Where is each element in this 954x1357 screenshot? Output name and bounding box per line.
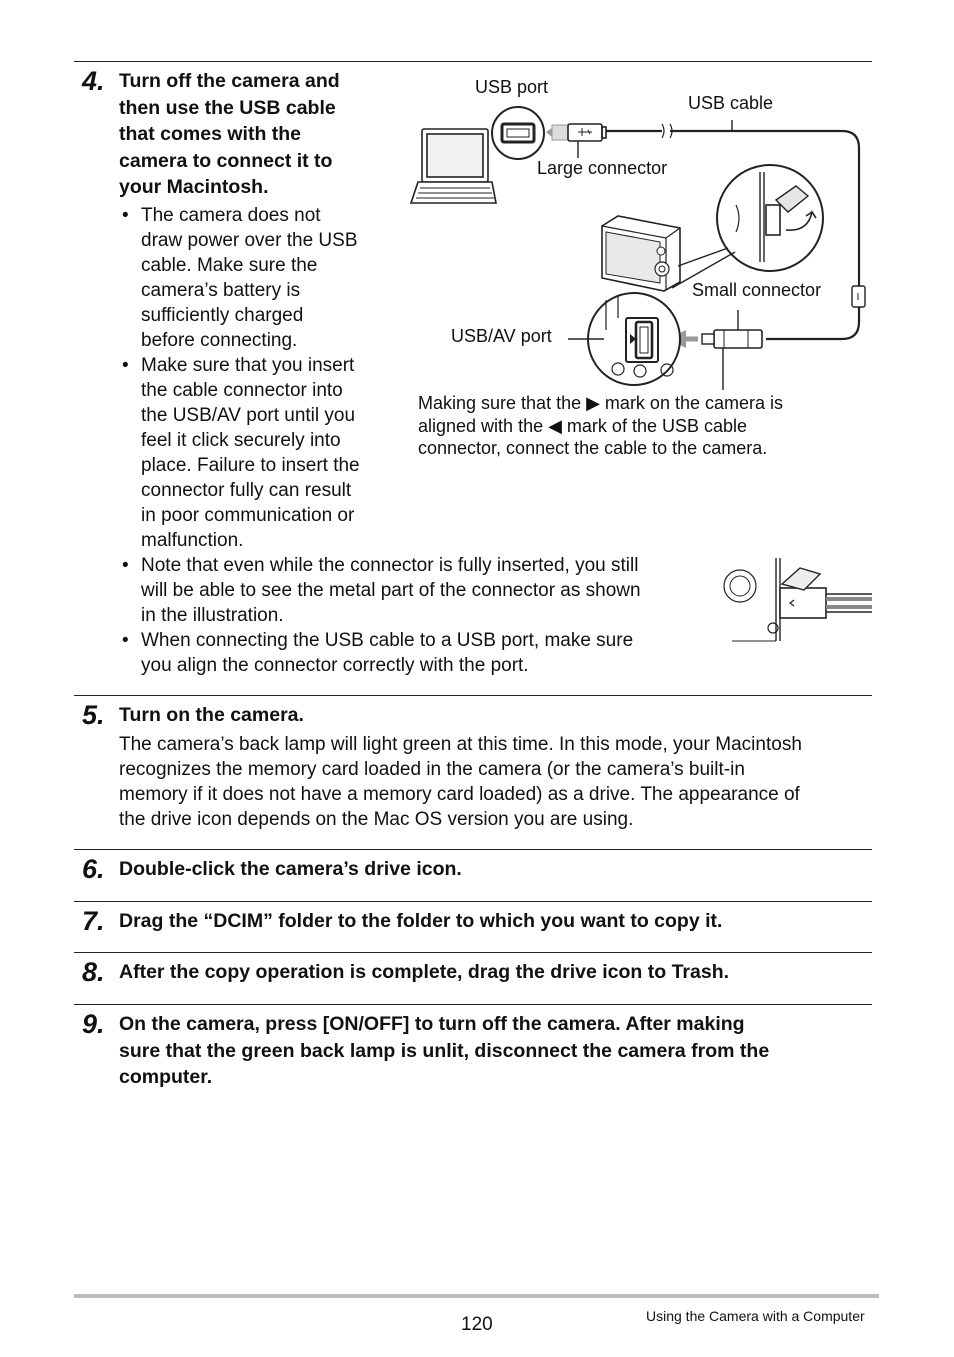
step-4-bullet-power: The camera does not draw power over the USB cable. Make sure the camera’s battery is sufficiently charged before connecting. [141, 205, 358, 351]
step-8-heading: After the copy operation is complete, drag the drive icon to Trash. [119, 961, 730, 983]
footer-rule [74, 1294, 879, 1298]
usb-port-label: USB port [475, 77, 549, 97]
small-connector-icon [714, 330, 762, 348]
step-9-heading: On the camera, press [ON/OFF] to turn off the camera. After making sure that the green back lamp is unlit, disconnect the camera from the computer. [119, 1013, 770, 1088]
usb-port-zoom [492, 107, 544, 159]
step-5-rule [74, 695, 872, 696]
large-connector-label: Large connector [537, 158, 668, 178]
step-6-heading: Double-click the camera’s drive icon. [119, 858, 462, 880]
connector-inserted-illustration [726, 556, 876, 646]
step-9-number: 9. [82, 1009, 105, 1039]
usb-av-port-label: USB/AV port [451, 326, 552, 346]
step-6-number: 6. [82, 854, 105, 884]
step-7-rule [74, 901, 872, 902]
small-connector-label: Small connector [692, 280, 822, 300]
step-4-bullet-align: When connecting the USB cable to a USB port, make sure you align the connector correctly with the port. [141, 630, 634, 676]
step-5-heading: Turn on the camera. [119, 704, 304, 726]
bullet-mark: • [122, 355, 129, 376]
camera-illustration [602, 216, 680, 291]
step-6-rule [74, 849, 872, 850]
step-8-rule [74, 952, 872, 953]
step-5-body: The camera’s back lamp will light green at this time. In this mode, your Macintosh recognizes the memory card loaded in the camera (or the camera’s built-in memory if it does not have a memory card loaded) as a drive. The appearance of the drive icon depends on the Mac OS version you are using. [119, 734, 802, 830]
step-7-heading: Drag the “DCIM” folder to the folder to which you want to copy it. [119, 910, 723, 932]
large-connector-icon [552, 125, 568, 140]
usb-cable-label: USB cable [688, 93, 774, 113]
page-number: 120 [461, 1314, 493, 1335]
step-4-heading: Turn off the camera and then use the USB cable that comes with the camera to connect it to your Macintosh. [119, 70, 340, 198]
step-4-bullet-metal: Note that even while the connector is fully inserted, you still will be able to see the metal part of the connector as shown in the illustration. [141, 555, 641, 626]
alignment-note: Making sure that the ▶ mark on the camera is aligned with the ◀ mark of the USB cable connector, connect the cable to the camera. [418, 393, 784, 458]
section-title: Using the Camera with a Computer [646, 1308, 865, 1324]
step-4-number: 4. [82, 66, 105, 96]
step-7-number: 7. [82, 906, 105, 936]
bullet-mark: • [122, 630, 129, 651]
step-4-bullet-insert: Make sure that you insert the cable connector into the USB/AV port until you feel it click securely into place. Failure to insert the connector fully can result in poor communication or malfunction. [141, 355, 360, 551]
step-8-number: 8. [82, 957, 105, 987]
bullet-mark: • [122, 205, 129, 226]
step-5-number: 5. [82, 700, 105, 730]
bullet-mark: • [122, 555, 129, 576]
step-9-rule [74, 1004, 872, 1005]
